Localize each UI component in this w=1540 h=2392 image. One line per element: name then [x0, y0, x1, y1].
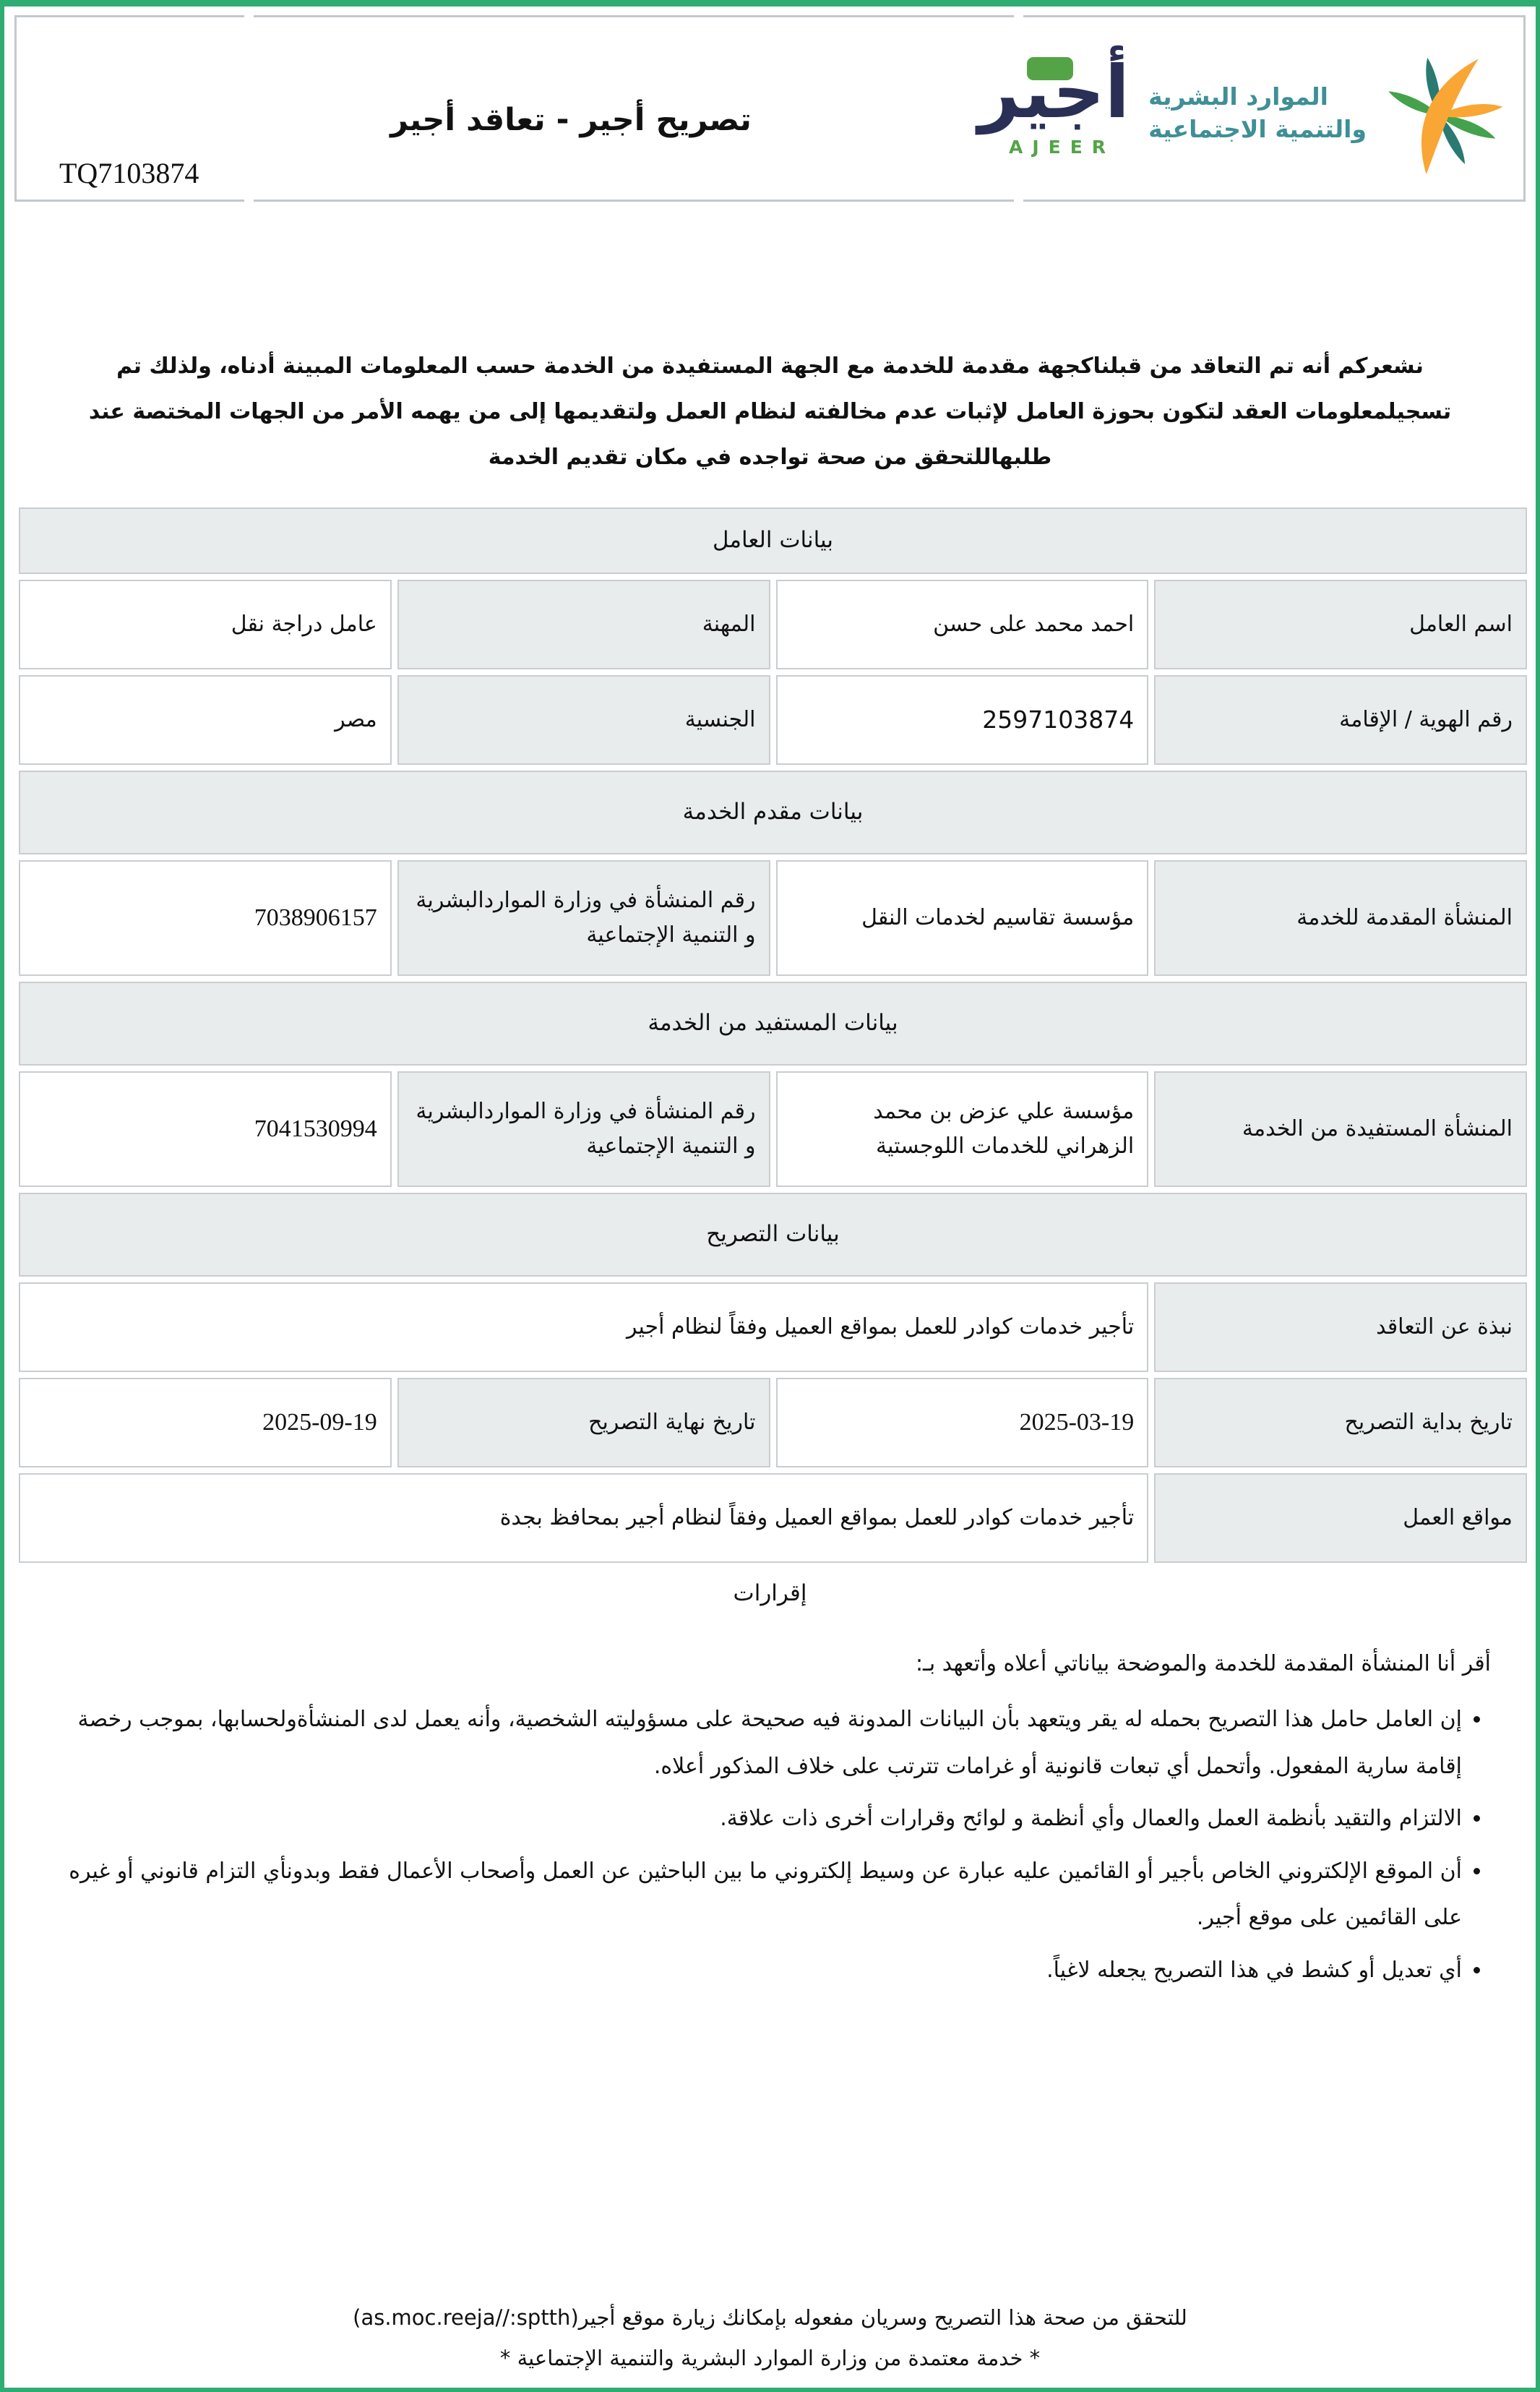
- start-date: 2025-03-19: [1019, 1408, 1135, 1436]
- ministry-star-icon: [1378, 51, 1507, 176]
- beneficiary-reg-number: 7041530994: [254, 1115, 377, 1142]
- header-border-segment: [1023, 200, 1526, 202]
- work-locations-value: تأجير خدمات كوادر للعمل بمواقع العميل وفقاً لنظام أجير بمحافظ بجدة: [19, 1473, 1148, 1563]
- profession-value: عامل دراجة نقل: [19, 580, 392, 669]
- provider-reg-number: 7038906157: [254, 904, 377, 931]
- declarations-intro: أقر أنا المنشأة المقدمة للخدمة والموضحة بياناتي أعلاه وأتعهد بـ:: [915, 1651, 1491, 1676]
- table-row: [19, 580, 1527, 669]
- declarations-title: إقرارات: [733, 1580, 807, 1606]
- table-row: [19, 675, 1527, 765]
- end-date-label: تاريخ نهاية التصريح: [397, 1378, 770, 1467]
- beneficiary-name-value: مؤسسة علي عزض بن محمد الزهراني للخدمات اللوجستية: [776, 1071, 1149, 1187]
- end-date: 2025-09-19: [262, 1408, 377, 1436]
- worker-name-label: اسم العامل: [1154, 580, 1527, 669]
- provider-reg-number-value: [19, 860, 392, 976]
- work-locations-label: مواقع العمل: [1154, 1473, 1527, 1563]
- id-number: 2597103874: [982, 705, 1135, 734]
- permit-number: TQ7103874: [59, 157, 199, 189]
- table-row: [19, 1071, 1527, 1187]
- declaration-item: • إن العامل حامل هذا التصريح بحمله له يقر ويتعهد بأن البيانات المدونة فيه صحيحة على مسؤوليته الشخصية، وأنه يعمل لدى المنشأةولحسابها، بموجب رخصة إقامة سارية المفعول. وأتحمل أي تبعات قانونية أو غرامات تترتب على خلاف المذكور أعلاه.: [49, 1697, 1462, 1790]
- section-beneficiary-header: بيانات المستفيد من الخدمة: [19, 982, 1527, 1066]
- nationality-label: الجنسية: [397, 675, 770, 765]
- header-card: [14, 15, 1526, 202]
- provider-reg-number-label: رقم المنشأة في وزارة المواردالبشرية و التنمية الإجتماعية: [397, 860, 770, 976]
- declaration-item: • أن الموقع الإلكتروني الخاص بأجير أو القائمين عليه عبارة عن وسيط إلكتروني ما بين الباحثين عن العمل وأصحاب الأعمال فقط وبدونأي التزام قانوني أو غيره على القائمين على موقع أجير.: [49, 1848, 1462, 1942]
- contract-brief-value: تأجير خدمات كوادر للعمل بمواقع العميل وفقاً لنظام أجير: [19, 1282, 1148, 1372]
- header-border-segment: [14, 200, 244, 202]
- header-border-segment: [254, 15, 1014, 17]
- section-worker-header: بيانات العامل: [19, 507, 1527, 574]
- ajeer-logo: [978, 50, 1130, 158]
- table-row: [19, 1378, 1527, 1467]
- beneficiary-reg-number-label: رقم المنشأة في وزارة المواردالبشرية و التنمية الإجتماعية: [397, 1071, 770, 1187]
- section-permit-header: بيانات التصريح: [19, 1193, 1527, 1277]
- worker-name-value: احمد محمد على حسن: [776, 580, 1149, 669]
- header-border-segment: [14, 15, 244, 17]
- ministry-wordmark-line2: والتنمية الاجتماعية: [1148, 115, 1367, 143]
- declarations-list: [49, 1697, 1491, 1994]
- ministry-wordmark: [1148, 81, 1367, 145]
- declaration-item: • أي تعديل أو كشط في هذا التصريح يجعله لاغياً.: [49, 1947, 1462, 1994]
- ajeer-latin-wordmark: AJEER: [1008, 137, 1116, 158]
- footer: [4, 2305, 1536, 2370]
- start-date-value: [776, 1378, 1149, 1467]
- section-provider-header: بيانات مقدم الخدمة: [19, 771, 1527, 854]
- beneficiary-name-label: المنشأة المستفيدة من الخدمة: [1154, 1071, 1527, 1187]
- id-number-value: [776, 675, 1149, 765]
- header-border-segment: [1523, 15, 1526, 202]
- table-row: [19, 1282, 1527, 1372]
- footer-accredited-line: * خدمة معتمدة من وزارة الموارد البشرية والتنمية الإجتماعية *: [499, 2346, 1041, 2370]
- intro-paragraph: نشعركم أنه تم التعاقد من قبلناكجهة مقدمة للخدمة مع الجهة المستفيدة من الخدمة حسب المعلومات المبينة أدناه، ولذلك تم تسجيلمعلومات العقد لتكون بحوزة العامل لإثبات عدم مخالفته لنظام العمل ولتقديمها إلى من يهمه الأمر من الجهات المختصة عند طلبهاللتحقق من صحة تواجده في مكان تقديم الخدمة: [88, 353, 1452, 470]
- contract-brief-label: نبذة عن التعاقد: [1154, 1282, 1527, 1372]
- permit-table: [13, 502, 1533, 1569]
- start-date-label: تاريخ بداية التصريح: [1154, 1378, 1527, 1467]
- provider-name-label: المنشأة المقدمة للخدمة: [1154, 860, 1527, 976]
- header-border-segment: [254, 200, 1014, 202]
- declaration-item: • الالتزام والتقيد بأنظمة العمل والعمال وأي أنظمة و لوائح وقرارات أخرى ذات علاقة.: [49, 1796, 1462, 1843]
- id-number-label: رقم الهوية / الإقامة: [1154, 675, 1527, 765]
- nationality-value: مصر: [19, 675, 392, 765]
- profession-label: المهنة: [397, 580, 770, 669]
- end-date-value: [19, 1378, 392, 1467]
- beneficiary-reg-number-value: [19, 1071, 392, 1187]
- page-title: تصريح أجير - تعاقد أجير: [390, 102, 752, 138]
- table-row: [19, 860, 1527, 976]
- header-border-segment: [1023, 15, 1526, 17]
- ministry-wordmark-line1: الموارد البشرية: [1148, 82, 1328, 111]
- header-border-segment: [14, 15, 17, 202]
- footer-verify-line: للتحقق من صحة هذا التصريح وسريان مفعوله بإمكانك زيارة موقع أجير(as.moc.reeja//:sptth): [353, 2305, 1187, 2330]
- provider-name-value: مؤسسة تقاسيم لخدمات النقل: [776, 860, 1149, 976]
- ajeer-arabic-wordmark: أجير: [978, 50, 1130, 134]
- table-row: [19, 1473, 1527, 1563]
- ministry-logo: [1148, 51, 1507, 176]
